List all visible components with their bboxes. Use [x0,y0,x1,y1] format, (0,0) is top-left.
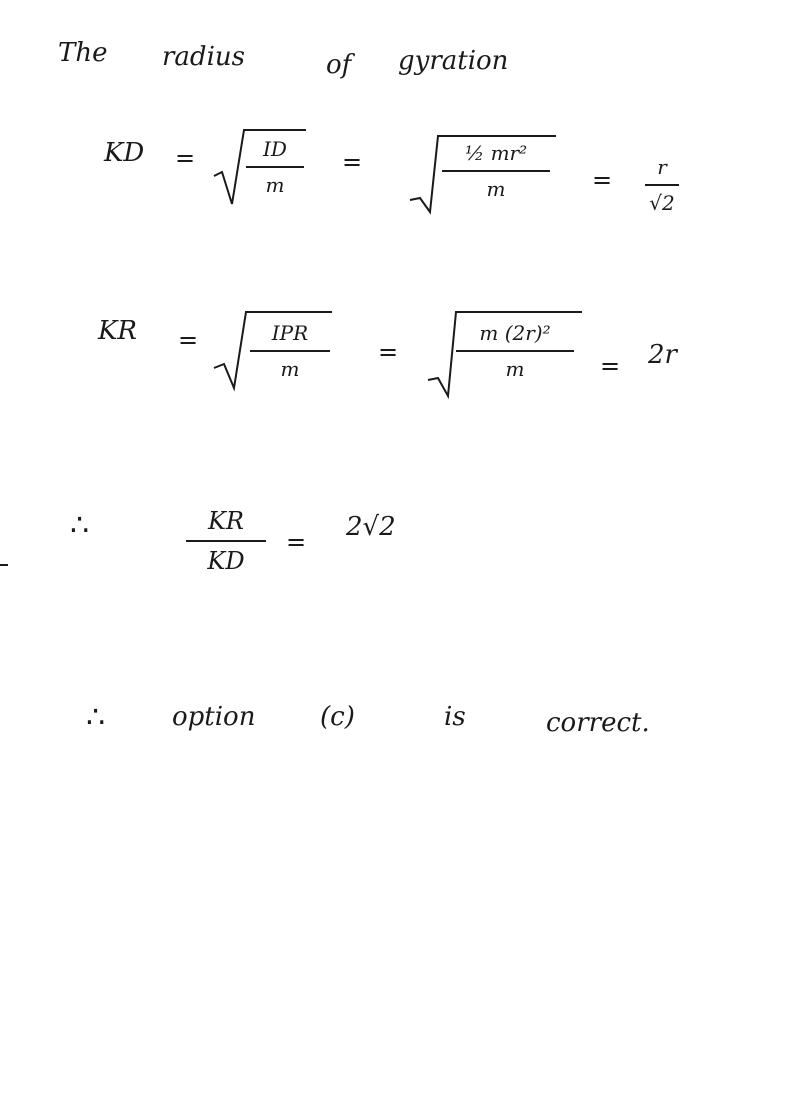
fraction-bar [456,350,574,352]
fraction-bar [246,166,304,168]
line1-frac-1-denominator: m [265,173,285,197]
line2-equals-1: = [178,326,199,354]
heading-word-gyration: gyration [398,46,509,76]
line4-therefore-symbol: ∴ [86,700,106,735]
line1-frac-3-denominator: √2 [649,191,675,215]
fraction-bar [186,540,266,542]
line1-frac-2-denominator: m [486,177,506,201]
line1-frac-2 [442,142,550,200]
line1-sqrt-2 [408,130,558,216]
line2-equals-2: = [378,338,399,366]
line2-frac-1 [250,322,330,380]
line3-ratio-denominator: KD [207,547,245,576]
line2-equals-3: = [600,352,621,380]
line2-frac-2 [456,322,574,380]
line1-frac-1-numerator: ID [263,137,287,161]
line3-ratio-numerator: KR [208,507,244,535]
line3-result: 2√2 [346,512,396,542]
line3-therefore-symbol: ∴ [70,508,90,543]
line2-frac-1-numerator: IPR [271,321,309,345]
line1-sqrt-1 [212,128,308,208]
fraction-bar [442,170,550,172]
fraction-bar [645,184,679,186]
heading-word-radius: radius [162,42,245,72]
line1-lhs-kd: KD [104,138,145,168]
line1-frac-3 [640,156,684,214]
line2-frac-1-denominator: m [280,357,300,381]
heading-word-the: The [58,38,108,68]
heading-word-of: of [326,50,352,80]
line2-frac-2-denominator: m [505,357,525,381]
line1-frac-3-numerator: r [657,155,667,179]
fraction-bar [250,350,330,352]
line1-equals-1: = [175,144,196,172]
line2-lhs-kr: KR [98,316,137,346]
line4-word-option: option [172,702,256,732]
line1-frac-2-numerator: ½ mr² [464,141,528,165]
stray-pen-mark [0,564,8,566]
line1-frac-1 [246,138,304,196]
line3-equals: = [286,528,307,556]
line1-equals-3: = [592,166,613,194]
line4-word-is: is [444,702,466,732]
line2-frac-2-numerator: m (2r)² [479,321,551,345]
line3-ratio [186,508,266,575]
line4-word-option-letter: (c) [320,702,355,732]
line4-word-correct: correct. [546,708,650,738]
line1-equals-2: = [342,148,363,176]
line2-sqrt-1 [212,308,334,392]
line2-result: 2r [648,340,677,370]
line2-sqrt-2 [426,308,584,400]
